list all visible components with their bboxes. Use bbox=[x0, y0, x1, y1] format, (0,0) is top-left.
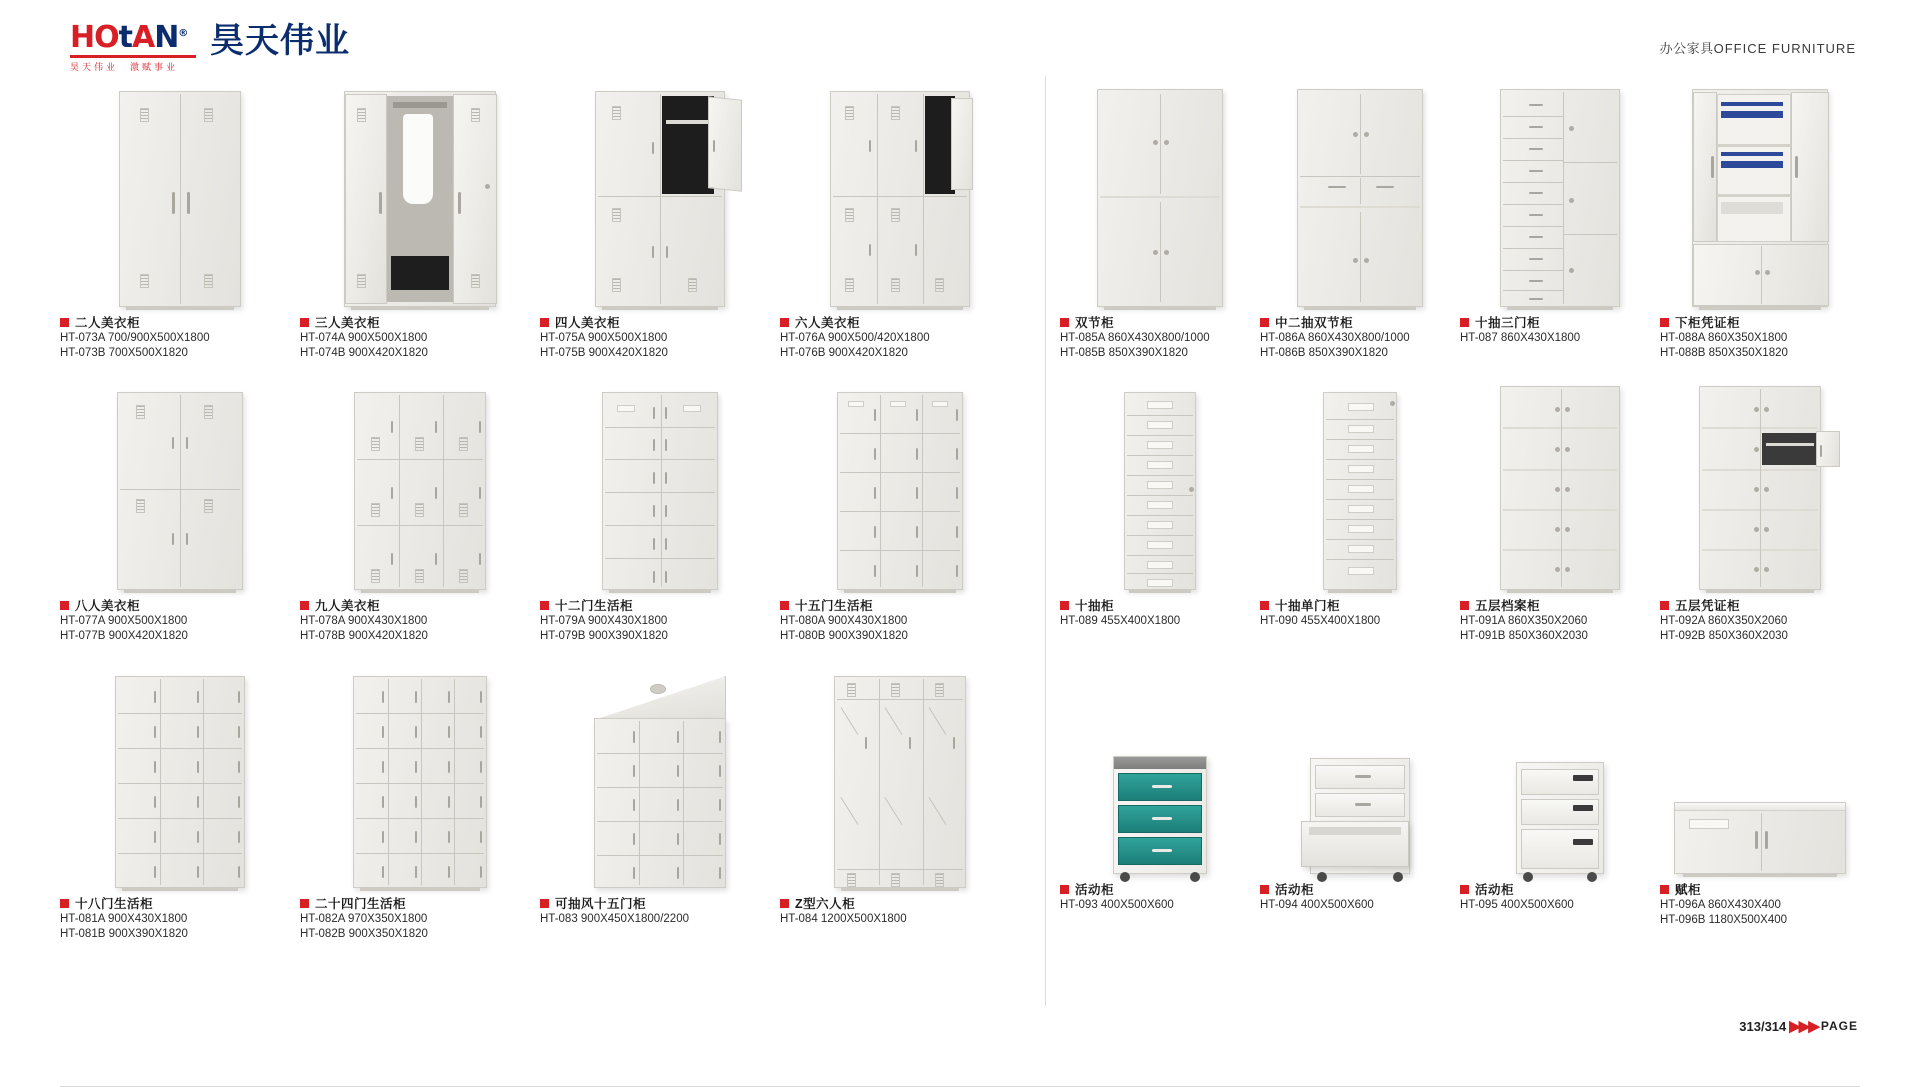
product-name: 五层档案柜 bbox=[1475, 599, 1541, 613]
product-card[interactable] bbox=[300, 658, 540, 942]
product-name: 五层凭证柜 bbox=[1675, 599, 1741, 613]
product-row bbox=[60, 375, 1020, 644]
bullet-icon bbox=[300, 601, 309, 610]
product-spec: HT-076A 900X500/420X1800 bbox=[780, 332, 930, 344]
bullet-icon bbox=[300, 318, 309, 327]
product-spec: HT-094 400X500X600 bbox=[1260, 899, 1374, 911]
bullet-icon bbox=[1460, 601, 1469, 610]
product-image bbox=[780, 375, 1020, 590]
product-image bbox=[1260, 696, 1460, 874]
product-spec: HT-091B 850X360X2030 bbox=[1460, 630, 1588, 642]
product-spec: HT-092B 850X360X2030 bbox=[1660, 630, 1788, 642]
product-title bbox=[300, 894, 540, 912]
product-image bbox=[300, 375, 540, 590]
product-caption bbox=[1460, 313, 1660, 346]
product-spec: HT-081B 900X390X1820 bbox=[60, 928, 188, 940]
bullet-icon bbox=[60, 601, 69, 610]
product-name: 十抽三门柜 bbox=[1475, 316, 1541, 330]
right-product-grid bbox=[1060, 62, 1860, 928]
product-name: 下柜凭证柜 bbox=[1675, 316, 1741, 330]
product-image bbox=[1660, 696, 1860, 874]
product-card[interactable] bbox=[780, 375, 1020, 644]
product-spec: HT-077A 900X500X1800 bbox=[60, 615, 188, 627]
bullet-icon bbox=[1260, 885, 1269, 894]
left-product-grid bbox=[60, 62, 1020, 942]
product-title bbox=[1260, 596, 1460, 614]
product-image bbox=[540, 375, 780, 590]
product-row bbox=[1060, 62, 1860, 361]
product-name: 十二门生活柜 bbox=[555, 599, 634, 613]
product-spec: HT-075A 900X500X1800 bbox=[540, 332, 668, 344]
product-caption bbox=[1260, 880, 1460, 913]
product-name: 十抽单门柜 bbox=[1275, 599, 1341, 613]
product-caption bbox=[1060, 313, 1260, 361]
product-spec: HT-093 400X500X600 bbox=[1060, 899, 1174, 911]
bullet-icon bbox=[1060, 318, 1069, 327]
product-title bbox=[1260, 313, 1460, 331]
product-name: 四人美衣柜 bbox=[555, 316, 621, 330]
product-caption bbox=[1460, 596, 1660, 644]
product-spec: HT-084 1200X500X1800 bbox=[780, 913, 907, 925]
product-title bbox=[60, 596, 300, 614]
product-spec: HT-079B 900X390X1820 bbox=[540, 630, 668, 642]
product-title bbox=[1060, 880, 1260, 898]
product-title bbox=[780, 596, 1020, 614]
registered-mark: ® bbox=[178, 28, 188, 39]
product-image bbox=[60, 375, 300, 590]
product-title bbox=[780, 313, 1020, 331]
product-image bbox=[1460, 62, 1660, 307]
product-image bbox=[1260, 62, 1460, 307]
product-card[interactable] bbox=[1260, 696, 1460, 928]
product-spec: HT-096B 1180X500X400 bbox=[1660, 914, 1788, 926]
product-row bbox=[1060, 696, 1860, 928]
logo-subtitle: 昊天伟业 激赋事业 bbox=[70, 62, 179, 72]
bullet-icon bbox=[1060, 885, 1069, 894]
product-spec: HT-080A 900X430X1800 bbox=[780, 615, 908, 627]
product-caption bbox=[1260, 596, 1460, 629]
product-title bbox=[1460, 313, 1660, 331]
product-spec: HT-087 860X430X1800 bbox=[1460, 332, 1581, 344]
product-image bbox=[780, 658, 1020, 888]
product-title bbox=[1660, 880, 1860, 898]
product-caption bbox=[60, 894, 300, 942]
product-card[interactable] bbox=[1460, 696, 1660, 928]
product-spec: HT-073B 700X500X1820 bbox=[60, 347, 188, 359]
product-caption bbox=[1660, 313, 1860, 361]
product-card[interactable] bbox=[780, 658, 1020, 942]
bullet-icon bbox=[780, 318, 789, 327]
page-label: PAGE bbox=[1820, 1019, 1858, 1033]
product-name: 活动柜 bbox=[1475, 883, 1515, 897]
product-caption bbox=[60, 596, 300, 644]
product-spec: HT-088A 860X350X1800 bbox=[1660, 332, 1788, 344]
product-row bbox=[60, 62, 1020, 361]
product-spec: HT-077B 900X420X1820 bbox=[60, 630, 188, 642]
product-title bbox=[1660, 596, 1860, 614]
product-name: 八人美衣柜 bbox=[75, 599, 141, 613]
product-caption bbox=[1660, 596, 1860, 644]
product-image bbox=[300, 62, 540, 307]
product-card[interactable] bbox=[300, 62, 540, 361]
bullet-icon bbox=[1660, 318, 1669, 327]
product-spec: HT-091A 860X350X2060 bbox=[1460, 615, 1588, 627]
product-spec: HT-085B 850X390X1820 bbox=[1060, 347, 1188, 359]
logo-wordmark: HOtAN® bbox=[70, 20, 188, 55]
bullet-icon bbox=[1660, 885, 1669, 894]
product-caption bbox=[780, 596, 1020, 644]
product-name: 二人美衣柜 bbox=[75, 316, 141, 330]
product-name: 中二抽双节柜 bbox=[1275, 316, 1354, 330]
product-name: 三人美衣柜 bbox=[315, 316, 381, 330]
product-name: 十抽柜 bbox=[1075, 599, 1115, 613]
bullet-icon bbox=[1660, 601, 1669, 610]
product-card[interactable] bbox=[60, 62, 300, 361]
product-title bbox=[1660, 313, 1860, 331]
product-card[interactable] bbox=[1460, 375, 1660, 644]
product-card[interactable] bbox=[1660, 375, 1860, 644]
product-name: 二十四门生活柜 bbox=[315, 897, 407, 911]
product-caption bbox=[300, 596, 540, 644]
product-spec: HT-083 900X450X1800/2200 bbox=[540, 913, 689, 925]
product-spec: HT-086B 850X390X1820 bbox=[1260, 347, 1388, 359]
product-card[interactable] bbox=[300, 375, 540, 644]
bullet-icon bbox=[60, 318, 69, 327]
product-card[interactable] bbox=[1060, 375, 1260, 644]
product-card[interactable] bbox=[60, 658, 300, 942]
product-name: 十八门生活柜 bbox=[75, 897, 154, 911]
bullet-icon bbox=[540, 318, 549, 327]
product-spec: HT-076B 900X420X1820 bbox=[780, 347, 908, 359]
product-spec: HT-086A 860X430X800/1000 bbox=[1260, 332, 1410, 344]
product-caption bbox=[1060, 596, 1260, 629]
product-caption bbox=[780, 894, 1020, 927]
page-number bbox=[1739, 1017, 1858, 1035]
office-furniture-en: OFFICE FURNITURE bbox=[1713, 41, 1856, 56]
product-caption bbox=[1460, 880, 1660, 913]
product-spec: HT-081A 900X430X1800 bbox=[60, 913, 188, 925]
product-caption bbox=[1060, 880, 1260, 913]
office-furniture-cn: 办公家具 bbox=[1659, 41, 1714, 56]
product-name: 九人美衣柜 bbox=[315, 599, 381, 613]
page-number-value: 313/314 bbox=[1739, 1018, 1787, 1034]
product-spec: HT-078A 900X430X1800 bbox=[300, 615, 428, 627]
product-caption bbox=[780, 313, 1020, 361]
product-name: 十五门生活柜 bbox=[795, 599, 874, 613]
product-image bbox=[1060, 62, 1260, 307]
product-spec: HT-079A 900X430X1800 bbox=[540, 615, 668, 627]
product-title bbox=[1460, 880, 1660, 898]
product-spec: HT-089 455X400X1800 bbox=[1060, 615, 1181, 627]
product-title bbox=[780, 894, 1020, 912]
product-spec: HT-074A 900X500X1800 bbox=[300, 332, 428, 344]
product-caption bbox=[300, 313, 540, 361]
product-image bbox=[60, 658, 300, 888]
product-image bbox=[540, 658, 780, 888]
product-card[interactable] bbox=[540, 658, 780, 942]
product-name: 可抽风十五门柜 bbox=[555, 897, 647, 911]
product-card[interactable] bbox=[1260, 375, 1460, 644]
product-name: 赋柜 bbox=[1675, 883, 1702, 897]
product-card[interactable] bbox=[1460, 62, 1660, 361]
product-image bbox=[1260, 375, 1460, 590]
product-title bbox=[300, 596, 540, 614]
product-image bbox=[1660, 375, 1860, 590]
product-image bbox=[60, 62, 300, 307]
bullet-icon bbox=[300, 899, 309, 908]
product-card[interactable] bbox=[1260, 62, 1460, 361]
product-name: 活动柜 bbox=[1075, 883, 1115, 897]
product-caption bbox=[1660, 880, 1860, 928]
product-row bbox=[60, 658, 1020, 942]
product-spec: HT-095 400X500X600 bbox=[1460, 899, 1574, 911]
product-image bbox=[1060, 375, 1260, 590]
product-caption bbox=[60, 313, 300, 361]
product-title bbox=[540, 313, 780, 331]
product-image bbox=[780, 62, 1020, 307]
product-card[interactable] bbox=[540, 62, 780, 361]
product-spec: HT-085A 860X430X800/1000 bbox=[1060, 332, 1210, 344]
product-row bbox=[1060, 375, 1860, 644]
page-arrows-icon: ▶▶▶ bbox=[1789, 1018, 1818, 1035]
product-name: 活动柜 bbox=[1275, 883, 1315, 897]
bullet-icon bbox=[540, 601, 549, 610]
bullet-icon bbox=[60, 899, 69, 908]
product-caption bbox=[540, 894, 780, 927]
product-card[interactable] bbox=[1660, 696, 1860, 928]
office-furniture-label bbox=[1660, 38, 1856, 57]
product-spec: HT-080B 900X390X1820 bbox=[780, 630, 908, 642]
product-spec: HT-096A 860X430X400 bbox=[1660, 899, 1781, 911]
bullet-icon bbox=[1060, 601, 1069, 610]
product-title bbox=[540, 894, 780, 912]
product-title bbox=[1060, 313, 1260, 331]
product-title bbox=[540, 596, 780, 614]
product-spec: HT-082B 900X350X1820 bbox=[300, 928, 428, 940]
product-card[interactable] bbox=[1660, 62, 1860, 361]
product-card[interactable] bbox=[1060, 62, 1260, 361]
bullet-icon bbox=[780, 899, 789, 908]
product-spec: HT-078B 900X420X1820 bbox=[300, 630, 428, 642]
bullet-icon bbox=[780, 601, 789, 610]
product-spec: HT-073A 700/900X500X1800 bbox=[60, 332, 210, 344]
product-title bbox=[300, 313, 540, 331]
product-name: Z型六人柜 bbox=[795, 897, 856, 911]
product-name: 六人美衣柜 bbox=[795, 316, 861, 330]
product-image bbox=[1460, 375, 1660, 590]
product-card[interactable] bbox=[540, 375, 780, 644]
product-card[interactable] bbox=[60, 375, 300, 644]
product-title bbox=[1260, 880, 1460, 898]
product-caption bbox=[300, 894, 540, 942]
product-spec: HT-090 455X400X1800 bbox=[1260, 615, 1381, 627]
product-spec: HT-075B 900X420X1820 bbox=[540, 347, 668, 359]
product-spec: HT-082A 970X350X1800 bbox=[300, 913, 428, 925]
product-spec: HT-092A 860X350X2060 bbox=[1660, 615, 1788, 627]
product-image bbox=[300, 658, 540, 888]
bullet-icon bbox=[1460, 318, 1469, 327]
product-spec: HT-088B 850X350X1820 bbox=[1660, 347, 1788, 359]
product-title bbox=[60, 313, 300, 331]
product-card[interactable] bbox=[780, 62, 1020, 361]
product-card[interactable] bbox=[1060, 696, 1260, 928]
product-image bbox=[540, 62, 780, 307]
product-spec: HT-074B 900X420X1820 bbox=[300, 347, 428, 359]
product-caption bbox=[540, 596, 780, 644]
logo-chinese-name: 昊天伟业 bbox=[210, 22, 350, 60]
product-caption bbox=[540, 313, 780, 361]
product-image bbox=[1460, 696, 1660, 874]
product-caption bbox=[1260, 313, 1460, 361]
bullet-icon bbox=[1260, 601, 1269, 610]
product-title bbox=[1460, 596, 1660, 614]
product-image bbox=[1660, 62, 1860, 307]
product-name: 双节柜 bbox=[1075, 316, 1115, 330]
product-image bbox=[1060, 696, 1260, 874]
bullet-icon bbox=[1260, 318, 1269, 327]
bullet-icon bbox=[540, 899, 549, 908]
product-title bbox=[1060, 596, 1260, 614]
product-title bbox=[60, 894, 300, 912]
catalog-sheet bbox=[0, 56, 1920, 1051]
bullet-icon bbox=[1460, 885, 1469, 894]
column-divider bbox=[1045, 76, 1046, 1006]
